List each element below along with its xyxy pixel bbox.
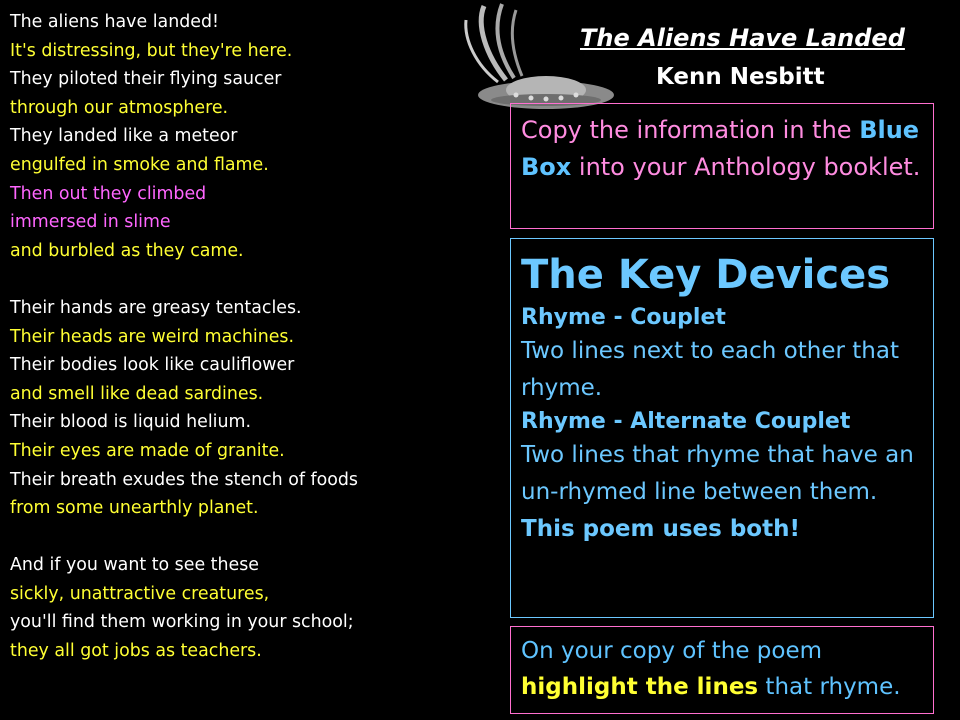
- poem-line: you'll find them working in your school;: [10, 612, 354, 633]
- poem-line: Their breath exudes the stench of foods: [10, 469, 358, 490]
- poem-line: sickly, unattractive creatures,: [10, 583, 270, 604]
- closing-statement: This poem uses both!: [521, 516, 800, 542]
- stanza-break: [10, 265, 480, 294]
- instruction-part2: into your Anthology booklet.: [571, 153, 921, 181]
- task-part2: that rhyme.: [758, 674, 901, 700]
- instruction-part1: Copy the information in the: [521, 116, 860, 144]
- blue-box-highlight: Blue Box: [521, 116, 920, 181]
- flying-saucer-icon: [436, 0, 636, 118]
- poem-line: And if you want to see these: [10, 555, 259, 576]
- poem-line: and smell like dead sardines.: [10, 383, 264, 404]
- poem-line: Then out they climbed: [10, 183, 207, 204]
- poem-line: The aliens have landed!: [10, 12, 219, 32]
- instruction-box: [510, 103, 934, 229]
- alternate-couplet-definition: Two lines that rhyme that have an un-rhymed line between them.: [521, 442, 914, 505]
- poem-line: They landed like a meteor: [10, 126, 238, 147]
- couplet-definition: Two lines next to each other that rhyme.: [521, 338, 899, 401]
- poem-line: immersed in slime: [10, 212, 171, 233]
- poem-line: Their eyes are made of granite.: [10, 440, 285, 461]
- poem-line: they all got jobs as teachers.: [10, 641, 262, 662]
- instruction-text: [521, 112, 923, 186]
- alternate-couplet-heading: Rhyme - Alternate Couplet: [521, 409, 851, 434]
- task-box: [510, 626, 934, 714]
- poem-line: and burbled as they came.: [10, 240, 244, 261]
- poem-line: Their heads are weird machines.: [10, 326, 294, 347]
- couplet-heading: Rhyme - Couplet: [521, 305, 726, 330]
- poem-line: from some unearthly planet.: [10, 498, 259, 519]
- poem-line: through our atmosphere.: [10, 97, 229, 118]
- poem-title: The Aliens Have Landed: [580, 24, 905, 52]
- key-devices-box: [510, 238, 934, 618]
- poem-line: They piloted their flying saucer: [10, 69, 282, 90]
- stanza-break: [10, 523, 480, 552]
- task-highlight: highlight the lines: [521, 674, 759, 700]
- poem-line: engulfed in smoke and flame.: [10, 154, 269, 175]
- poem-line: Their bodies look like cauliflower: [10, 355, 295, 376]
- poem-author: Kenn Nesbitt: [656, 64, 825, 90]
- poem-text: [10, 8, 480, 666]
- poem-line: It's distressing, but they're here.: [10, 40, 293, 61]
- key-devices-title: The Key Devices: [521, 252, 891, 298]
- task-part1: On your copy of the poem: [521, 638, 823, 664]
- poem-line: Their hands are greasy tentacles.: [10, 297, 302, 318]
- poem-line: Their blood is liquid helium.: [10, 412, 251, 433]
